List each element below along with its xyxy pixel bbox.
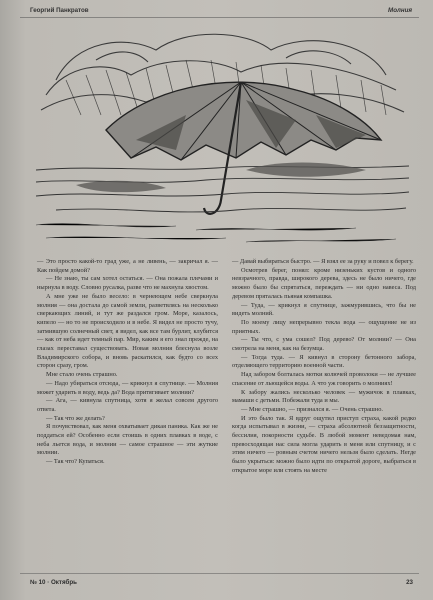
paragraph: — Надо убираться отсюда, — крикнул я спутнице. — Молния может ударить в воду, ведь да? Вода притягивает молнии? (37, 379, 218, 396)
paragraph: И это было так. Я вдруг ощутил приступ страха, какой редко когда испытывал в жизни, — страха абсолютной беззащитности, бессилия, покорности судьбе. В любой момент неведомая нам, превосходящая нас сила могла ударить в меня или спутницу, и с этим ничего — ровным счетом ничего нельзя было сделать. Негде было укрыться: можно было идти по открытой дороге, выбраться в открытое море или стоять на месте (232, 414, 416, 474)
paragraph: По моему лицу непрерывно текла вода — ощущение не из приятных. (232, 318, 416, 335)
text-column-left (37, 258, 218, 467)
footer-rule (20, 573, 419, 574)
page-number: 23 (406, 579, 413, 586)
text-column-right (232, 258, 416, 476)
header-rule (20, 17, 419, 18)
paragraph: — Туда, — крикнул я спутнице, зажмурившись, что бы не видеть молний. (232, 301, 416, 318)
running-header-section: Молния (388, 7, 412, 14)
paragraph: — Это просто какой-то град уже, а не ливень, — закричал я. — Как пойдем домой? (37, 258, 218, 274)
paragraph: Мне стало очень страшно. (46, 371, 118, 379)
paragraph: — Давай выбираться быстро. — Я взял ее за руку и повел к берегу. (232, 258, 414, 265)
issue-label: № 10 · Октябрь (30, 579, 77, 586)
paragraph: К забору жались несколько человек — мужичок в плавках, мамаши с детьми. Побежали туда и мы. (232, 388, 416, 405)
paragraph: — Тогда туда. — Я кивнул в сторону бетонного забора, отделяющего территорию военной части. (232, 353, 416, 370)
paragraph: Я почувствовал, как меня охватывает дикая паника. Как же не поддаться ей? Особенно если стоишь в одних плавках в воде, с неба льется вода, и молнии — самое страшное — эти жуткие молнии. (37, 423, 218, 457)
paragraph: — Мне страшно, — признался я. — Очень страшно. (241, 405, 383, 413)
paragraph: — Не знаю, ты сам хотел остаться. — Она пожала плечами и нырнула в воду. Словно русалка, разве что не махнула хвостом. (37, 275, 218, 292)
paragraph: — Ты что, с ума сошел? Под дерево? От молнии? — Она смотрела на меня, как на безумца. (232, 336, 416, 353)
paragraph: Над забором болталась мотки колючей проволоки — не лучшее спасение от льющейся воды. А что уж говорить о молниях! (232, 371, 416, 387)
paragraph: А мне уже не было весело: в чернеющем небе сверкнула молния — она достала до самой земли, разветвлясь на несколько сверкающих линий, и тут же раздался гром. Море, казалось, кипело — но то не происходило и в небе. Я видел не просто тучу, затмившую солнечный свет, я видел, как все там бурлит, клубится — как от неба идет темный пар. Мир, каким я его знал прежде, на глазах переставал существовать. Новая молния блеснула возле Владимирского собора, и вновь раскатился, как будто со всех сторон сразу, гром. (37, 292, 218, 370)
paragraph: — Ага, — кивнула спутница, хотя я желал совсем другого ответа. (37, 397, 218, 413)
paragraph: — Так что? Купаться. (46, 458, 105, 466)
paragraph: — Так что же делать? (46, 414, 105, 422)
umbrella-storm-illustration (36, 20, 409, 248)
running-header-author: Георгий Панкратов (30, 7, 89, 14)
paragraph: Осмотрев берег, понял: кроме низеньких кустов и одного невзрачного, правда, широкого дерева, здесь не было ничего, где можно было бы спрятаться, переждать — ни одно навеса. Под деревом пряталась пьяная компашка. (232, 266, 416, 300)
